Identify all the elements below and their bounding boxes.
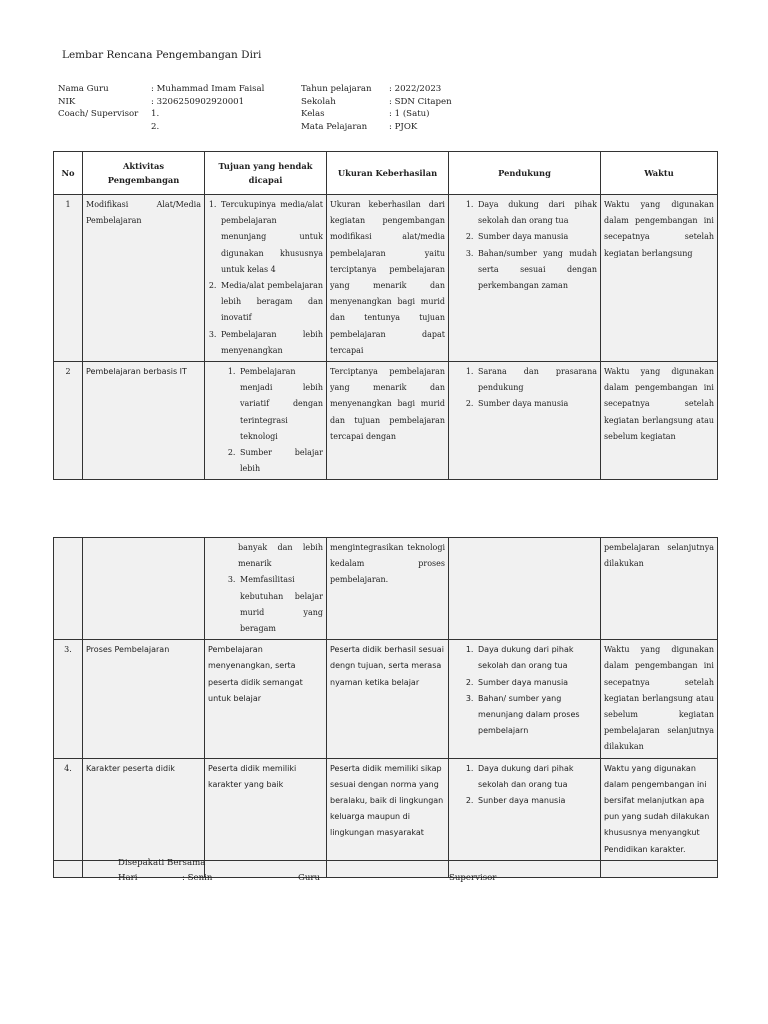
row2-ukuran-part1: Terciptanya pembelajaran yang menarik dan menyenangkan bagi murid dan tujuan pembelajaran tercapai dengan: [327, 362, 449, 480]
list-item: 1. Daya dukung dari pihak sekolah dan orang tua: [476, 197, 597, 229]
row3-tujuan: Pembelajaran menyenangkan, serta peserta didik semangat untuk belajar: [205, 640, 327, 758]
table-row: [54, 640, 718, 758]
row4-waktu: Waktu yang digunakan dalam pengembangan ini bersifat melanjutkan apa pun yang sudah dilakukan khususnya menyangkut Pendidikan karakter.: [601, 758, 718, 860]
row3-ukuran: Peserta didik berhasil sesuai dengn tujuan, serta merasa nyaman ketika belajar: [327, 640, 449, 758]
row4-tujuan: Peserta didik memiliki karakter yang baik: [205, 758, 327, 860]
list-item: 1. Pembelajaran menjadi lebih variatif dengan terintegrasi teknologi: [238, 364, 323, 445]
row3-no: 3.: [54, 640, 83, 758]
row1-aktivitas: Modifikasi Alat/Media Pembelajaran: [83, 195, 205, 362]
row2-waktu-part1: Waktu yang digunakan dalam pengembangan ini secepatnya setelah kegiatan berlangsung atau sebelum kegiatan: [601, 362, 718, 480]
info-value-coach-1: 1.: [151, 109, 160, 120]
footer-supervisor: Supervisor: [449, 873, 497, 883]
row4-ukuran: Peserta didik memiliki sikap sesuai dengan norma yang beralaku, baik di lingkungan keluarga maupun di lingkungan masyarakat: [327, 758, 449, 860]
info-value-kelas: : 1 (Satu): [389, 109, 430, 120]
header-ukuran: Ukuran Keberhasilan: [327, 152, 449, 195]
list-item: 3. Memfasilitasi kebutuhan belajar murid yang beragam: [238, 572, 323, 637]
document-title: Lembar Rencana Pengembangan Diri: [62, 49, 262, 61]
info-value-tahun: : 2022/2023: [389, 84, 442, 94]
table-row: [54, 195, 718, 362]
list-item: 2. Sumber daya manusia: [476, 229, 597, 245]
row2-waktu-part2: pembelajaran selanjutnya dilakukan: [601, 538, 718, 640]
list-item: 1. Daya dukung dari pihak sekolah dan orang tua: [476, 642, 597, 674]
info-label-tahun: Tahun pelajaran: [301, 84, 372, 94]
row2-tujuan-part1: [205, 362, 327, 480]
row2-no: 2: [54, 362, 83, 480]
info-right-values: [389, 83, 509, 134]
table-row: [54, 758, 718, 860]
row1-tujuan: [205, 195, 327, 362]
plan-table-page1: [53, 151, 718, 480]
info-label-empty: [58, 121, 148, 134]
list-item: 1. Tercukupinya media/alat pembelajaran menunjang untuk digunakan khususnya untuk kelas 4: [219, 197, 323, 278]
header-waktu: Waktu: [601, 152, 718, 195]
info-left-values: [151, 83, 291, 134]
row2-aktivitas: Pembelajaran berbasis IT: [83, 362, 205, 480]
row2-pendukung: [449, 362, 601, 480]
list-item: 2. Sumber daya manusia: [476, 396, 597, 412]
info-value-coach-2: 2.: [151, 122, 160, 133]
row3-pendukung: [449, 640, 601, 758]
list-item: 3. Bahan/ sumber yang menunjang dalam proses pembelajarn: [476, 691, 597, 740]
list-item: 3. Pembelajaran lebih menyenangkan: [219, 327, 323, 359]
table-row: [54, 538, 718, 640]
row1-waktu: Waktu yang digunakan dalam pengembangan ini secepatnya setelah kegiatan berlangsung: [601, 195, 718, 362]
info-label-coach: Coach/ Supervisor: [58, 109, 139, 120]
list-item: 1. Sarana dan prasarana pendukung: [476, 364, 597, 396]
list-item: 2. Sunber daya manusia: [476, 793, 597, 809]
row4-pendukung: [449, 758, 601, 860]
info-value-sekolah: : SDN Citapen: [389, 96, 452, 107]
info-label-kelas: Kelas: [301, 109, 325, 120]
info-value-mapel: : PJOK: [389, 122, 418, 133]
row1-pendukung: [449, 195, 601, 362]
row4-aktivitas: Karakter peserta didik: [83, 758, 205, 860]
header-no: No: [54, 152, 83, 195]
list-item: 3. Bahan/sumber yang mudah serta sesuai dengan perkembangan zaman: [476, 246, 597, 295]
info-right-labels: [301, 83, 386, 134]
header-pendukung: Pendukung: [449, 152, 601, 195]
row2-ukuran-part2: mengintegrasikan teknologi kedalam proses pembelajaran.: [327, 538, 449, 640]
footer-agreed: Disepakati Bersama: [118, 858, 206, 868]
info-value-nik: : 3206250902920001: [151, 96, 245, 107]
list-item: 2. Sumber belajar lebih: [238, 445, 323, 477]
list-item: 2. Sumber daya manusia: [476, 675, 597, 691]
info-label-sekolah: Sekolah: [301, 96, 336, 107]
footer-guru: Guru: [298, 873, 321, 883]
info-left-labels: [58, 83, 148, 134]
row1-ukuran: Ukuran keberhasilan dari kegiatan pengembangan modifikasi alat/media pembelajaran yaitu terciptanya pembelajaran yang menarik dan menyenangkan bagi murid dan tentunya tujuan pembelajaran dapat tercapai: [327, 195, 449, 362]
footer-day-value: : Senin: [182, 873, 213, 883]
footer-day-label: Hari: [118, 873, 138, 883]
row3-waktu: Waktu yang digunakan dalam pengembangan ini secepatnya setelah kegiatan berlangsung atau sebelum kegiatan pembelajaran selanjutnya dilakukan: [601, 640, 718, 758]
list-item: 1. Daya dukung dari pihak sekolah dan orang tua: [476, 761, 597, 793]
table-row: [54, 362, 718, 480]
plan-table-page2: [53, 537, 718, 878]
info-label-mapel: Mata Pelajaran: [301, 122, 368, 133]
row4-no: 4.: [54, 758, 83, 860]
row2-tujuan-part2: [205, 538, 327, 640]
header-aktivitas: Aktivitas Pengembangan: [83, 152, 205, 195]
table-header-row: [54, 152, 718, 195]
row3-aktivitas: Proses Pembelajaran: [83, 640, 205, 758]
row2-tujuan-continued: banyak dan lebih menarik: [238, 543, 323, 569]
info-label-nik: NIK: [58, 96, 76, 107]
info-label-nama-guru: Nama Guru: [58, 84, 109, 94]
header-tujuan: Tujuan yang hendak dicapai: [205, 152, 327, 195]
row1-no: 1: [54, 195, 83, 362]
info-value-nama-guru: : Muhammad Imam Faisal: [151, 84, 265, 94]
list-item: 2. Media/alat pembelajaran lebih beragam dan inovatif: [219, 278, 323, 327]
